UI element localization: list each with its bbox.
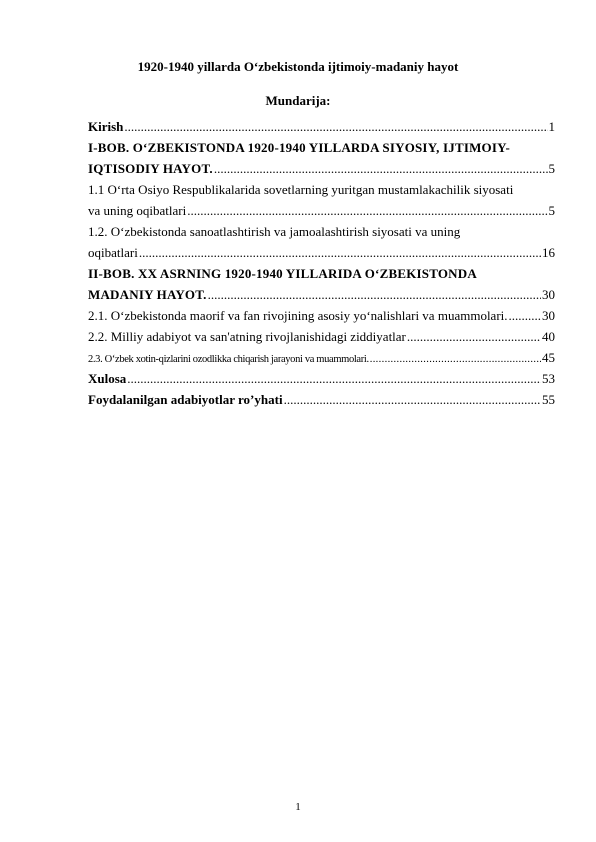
toc-entry-title: Xulosa bbox=[88, 371, 127, 386]
toc-entry-title-line: 1.2. O‘zbekistonda sanoatlashtirish va jamoalashtirish siyosati va uning bbox=[88, 224, 461, 239]
toc-entry-title: 2.3. O‘zbek xotin-qizlarini ozodlikka chiqarish jarayoni va muammolari. bbox=[88, 354, 369, 365]
dot-leader bbox=[284, 389, 541, 410]
toc-page-number: 5 bbox=[548, 203, 555, 218]
toc-entry-2-3 bbox=[88, 347, 555, 368]
dot-leader bbox=[187, 200, 547, 221]
toc-entry-title-line: I-BOB. O‘ZBEKISTONDA 1920-1940 YILLARDA SIYOSIY, IJTIMOIY- bbox=[88, 140, 511, 155]
toc-entry-bibliography bbox=[88, 389, 555, 410]
dot-leader bbox=[139, 242, 541, 263]
toc-entry-title-line: oqibatlari bbox=[88, 245, 138, 260]
toc-entry-title: 2.1. O‘zbekistonda maorif va fan rivojining asosiy yo‘nalishlari va muammolari. bbox=[88, 308, 508, 323]
toc-entry-title-line: 1.1 O‘rta Osiyo Respublikalarida sovetlarning yuritgan mustamlakachilik siyosati bbox=[88, 182, 514, 197]
dot-leader bbox=[370, 349, 541, 370]
dot-leader bbox=[208, 284, 541, 305]
toc-entry-xulosa bbox=[88, 368, 555, 389]
toc-entry-chapter-1 bbox=[88, 137, 555, 179]
toc-page-number: 45 bbox=[542, 350, 555, 365]
toc-heading: Mundarija: bbox=[265, 93, 331, 108]
toc-page-number: 53 bbox=[542, 371, 555, 386]
dot-leader bbox=[127, 368, 541, 389]
toc-entry-1-1 bbox=[88, 179, 555, 221]
toc-entry-title: 2.2. Milliy adabiyot va san'atning rivojlanishidagi ziddiyatlar bbox=[88, 329, 406, 344]
toc-entry-title: Foydalanilgan adabiyotlar ro’yhati bbox=[88, 392, 283, 407]
toc-page-number: 55 bbox=[542, 392, 555, 407]
toc-entry-kirish bbox=[88, 116, 555, 137]
toc-entry-title-line: IQTISODIY HAYOT. bbox=[88, 161, 213, 176]
toc-page-number: 1 bbox=[548, 119, 555, 134]
dot-leader bbox=[214, 158, 548, 179]
page-number: 1 bbox=[295, 801, 301, 813]
toc-entry-chapter-2 bbox=[88, 263, 555, 305]
toc-entry-2-2 bbox=[88, 326, 555, 347]
toc-entry-1-2 bbox=[88, 221, 555, 263]
dot-leader bbox=[407, 326, 541, 347]
toc-entry-title-line: II-BOB. XX ASRNING 1920-1940 YILLARIDA O‘ZBEKISTONDA bbox=[88, 266, 477, 281]
toc-page-number: 30 bbox=[542, 308, 555, 323]
document-title: 1920-1940 yillarda O‘zbekistonda ijtimoiy-madaniy hayot bbox=[137, 59, 459, 74]
toc-page-number: 16 bbox=[542, 245, 555, 260]
toc-page-number: 30 bbox=[542, 287, 555, 302]
toc-entry-title: Kirish bbox=[88, 119, 124, 134]
toc-entry-title-line: MADANIY HAYOT. bbox=[88, 287, 207, 302]
toc-page-number: 5 bbox=[548, 161, 555, 176]
toc-page-number: 40 bbox=[542, 329, 555, 344]
toc-entry-2-1 bbox=[88, 305, 555, 326]
toc-entry-title-line: va uning oqibatlari bbox=[88, 203, 187, 218]
dot-leader bbox=[509, 305, 541, 326]
dot-leader bbox=[124, 116, 547, 137]
table-of-contents bbox=[88, 116, 555, 410]
